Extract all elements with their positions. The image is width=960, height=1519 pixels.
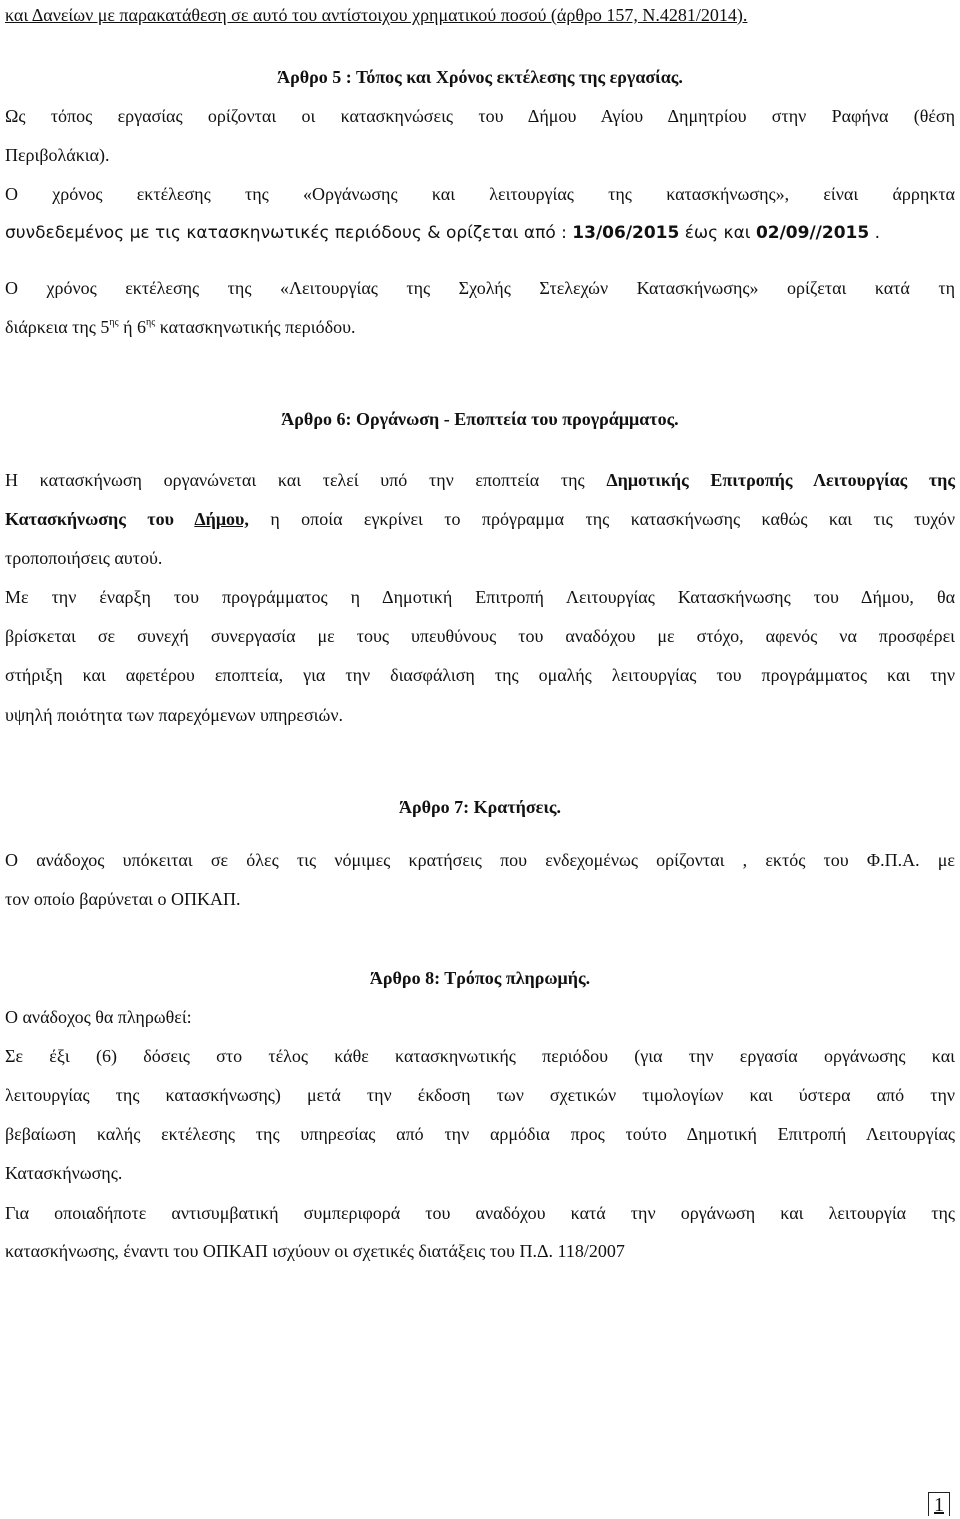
article-6-heading: Άρθρο 6: Οργάνωση - Εποπτεία του προγράμματος. — [281, 409, 679, 429]
article-6-paragraph-line: βρίσκεται σε συνεχή συνεργασία με τους υπευθύνους του αναδόχου με στόχο, αφενός να προσφέρει — [5, 626, 955, 646]
article-8-paragraph-line: Κατασκήνωσης. — [5, 1163, 123, 1183]
article-7-heading: Άρθρο 7: Κρατήσεις. — [398, 797, 561, 817]
supervision-text: Η κατασκήνωση οργανώνεται και τελεί υπό την εποπτεία της — [5, 470, 607, 490]
article-5-paragraph-line: Ο χρόνος εκτέλεσης της «Οργάνωσης και λειτουργίας της κατασκήνωσης», είναι άρρηκτα — [5, 184, 955, 204]
approval-text: η οποία εγκρίνει το πρόγραμμα της κατασκήνωσης καθώς και τις τυχόν — [248, 509, 955, 529]
article-8-heading: Άρθρο 8: Τρόπος πληρωμής. — [369, 968, 591, 988]
article-7-paragraph-line: τον οποίο βαρύνεται ο ΟΠΚΑΠ. — [5, 889, 241, 909]
ordinal-suffix: ης — [146, 317, 156, 328]
article-6-paragraph-line: στήριξη και αφετέρου εποπτεία, για την διασφάλιση της ομαλής λειτουργίας του προγράμματος και την — [5, 665, 955, 685]
article-5-paragraph-line: Ως τόπος εργασίας ορίζονται οι κατασκηνώσεις του Δήμου Αγίου Δημητρίου στην Ραφήνα (θέση — [5, 106, 955, 126]
start-date: 13/06/2015 — [572, 223, 680, 243]
page-number: 1 — [928, 1492, 950, 1516]
article-7-paragraph-line: Ο ανάδοχος υπόκειται σε όλες τις νόμιμες κρατήσεις που ενδεχομένως ορίζονται , εκτός του Φ.Π.Α. με — [5, 850, 955, 870]
period-text-b: ή 6 — [118, 317, 147, 337]
article-5-dates-line — [5, 222, 955, 244]
dates-end: . — [869, 223, 881, 243]
article-6-paragraph-line: υψηλή ποιότητα των παρεχόμενων υπηρεσιών. — [5, 705, 344, 725]
article-6-paragraph-line: τροποποιήσεις αυτού. — [5, 548, 163, 568]
article-5-heading: Άρθρο 5 : Τόπος και Χρόνος εκτέλεσης της εργασίας. — [277, 67, 683, 87]
article-8-paragraph-line: βεβαίωση καλής εκτέλεσης της υπηρεσίας από την αρμόδια προς τούτο Δημοτική Επιτροπή Λειτουργίας — [5, 1124, 955, 1144]
article-8-paragraph-line: λειτουργίας της κατασκήνωσης) μετά την έκδοση των σχετικών τιμολογίων και ύστερα από την — [5, 1085, 955, 1105]
article-8-paragraph-line: Ο ανάδοχος θα πληρωθεί: — [5, 1007, 192, 1027]
article-5-paragraph-line: Ο χρόνος εκτέλεσης της «Λειτουργίας της Σχολής Στελεχών Κατασκήνωσης» ορίζεται κατά τη — [5, 278, 955, 298]
article-8-paragraph-line: κατασκήνωσης, έναντι του ΟΠΚΑΠ ισχύουν οι σχετικές διατάξεις του Π.Δ. 118/2007 — [5, 1241, 625, 1261]
dates-prefix: συνδεδεμένος με τις κατασκηνωτικές περιόδους & ορίζεται από : — [5, 223, 573, 243]
article-5-period-line — [5, 316, 955, 338]
article-6-paragraph-line — [5, 469, 955, 491]
committee-name-cont: Κατασκήνωσης του — [5, 509, 195, 529]
top-line: και Δανείων με παρακατάθεση σε αυτό του αντίστοιχου χρηματικού ποσού (άρθρο 157, Ν.4281/2014). — [5, 5, 748, 25]
article-6-paragraph-line: Με την έναρξη του προγράμματος η Δημοτική Επιτροπή Λειτουργίας Κατασκήνωσης του Δήμου, θα — [5, 587, 955, 607]
committee-name: Δημοτικής Επιτροπής Λειτουργίας της — [606, 470, 955, 490]
period-text-a: διάρκεια της 5 — [5, 317, 110, 337]
article-5-paragraph-line: Περιβολάκια). — [5, 145, 110, 165]
period-text-c: κατασκηνωτικής περιόδου. — [155, 317, 356, 337]
article-8-paragraph-line: Σε έξι (6) δόσεις στο τέλος κάθε κατασκηνωτικής περιόδου (για την εργασία οργάνωσης και — [5, 1046, 955, 1066]
ordinal-suffix: ης — [109, 317, 119, 328]
article-8-paragraph-line: Για οποιαδήποτε αντισυμβατική συμπεριφορά του αναδόχου κατά την οργάνωση και λειτουργία της — [5, 1203, 955, 1223]
dates-mid: έως και — [679, 223, 756, 243]
article-6-paragraph-line — [5, 508, 955, 530]
municipality-name: Δήμου, — [194, 509, 249, 529]
end-date: 02/09//2015 — [755, 223, 870, 243]
